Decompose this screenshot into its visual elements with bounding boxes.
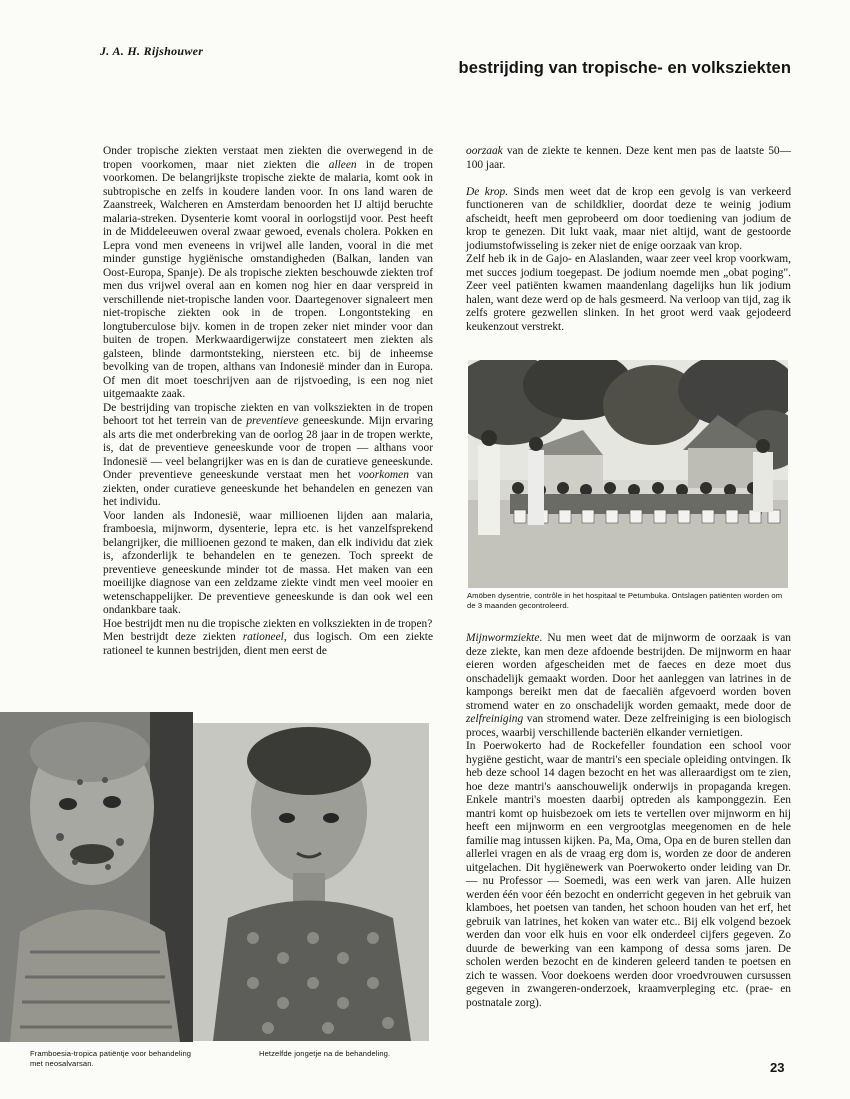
paragraph [103, 145, 433, 402]
italic-text: preventieve [246, 415, 299, 427]
italic-text: alleen [328, 158, 357, 171]
right-column-top [466, 145, 791, 334]
italic-text: oorzaak [466, 145, 503, 157]
child-after-caption: Hetzelfde jongetje na de behandeling. [259, 1049, 391, 1058]
paragraph [466, 186, 791, 254]
paragraph-text: van ziekten, onder curatieve geneeskunde het behandelen en genezen van het individu. [103, 469, 434, 508]
child-before-treatment-photo [0, 712, 193, 1042]
paragraph [103, 402, 433, 510]
paragraph-text: . Nu men weet dat de mijnworm de oorzaak is van deze ziekte, kan men deze afdoende bestrijden. De mijnworm en haar eieren worden afgescheiden met de faeces en deze moet dus onschadelijk gemaakt worden. Door het aanleggen van latrines in de kampongs bereikt men dat de faecaliën afgevoerd worden boven stromend water en zo onschadelijk worden gemaakt, mede door de [466, 632, 791, 712]
italic-text: zelfreiniging [466, 713, 524, 725]
paragraph-text: in de tropen voorkomen. De belangrijkste tropische ziekte de malaria, komt ook in subtropische en zelfs in koudere landen voor. In ons land waren de Zaanstreek, Walcheren en Amsterdam benoorden het IJ altijd beruchte malaria-streken. Dysenterie komt vooral in oorlogstijd voor. Pest heeft in de Middeleeuwen overal zwaar gewoed, evenals cholera. Pokken en Lepra vond men eveneens in vrijwel alle landen, vooral in die met minder gunstige hygiënische omstandigheden (Balkan, landen van Oost-Europa, Spanje). De als tropische ziekten beschouwde ziekten trof men dus vrijwel overal aan en komen nog hier en daar verspreid in verschillende niet-tropische landen voor. Daartegenover signaleert men niet-tropische ziekten ook in de tropen. Longontsteking en longtuberculose bijv. komen in de tropen zeker niet minder voor dan buiten de tropen. Merkwaardigerwijze constateert men ziekten als galsteen, blinde darmontsteking, niersteen etc. bij de inheemse bevolking van de tropen, althans van Indonesië minder dan in Europa. Of men dit moet toeschrijven aan de rijstvoeding, is een nog niet uitgemaakte zaak. [103, 158, 433, 400]
paragraph [103, 510, 433, 618]
article-title: bestrijding van tropische- en volksziekten [458, 59, 791, 77]
italic-text: voorkomen [358, 469, 409, 481]
paragraph [466, 632, 791, 740]
italic-text: rationeel [242, 631, 284, 643]
right-column-bottom [466, 632, 791, 1010]
paragraph-text: In Poerwokerto had de Rockefeller foundation een school voor hygiëne gesticht, waar de mantri's een speciale opleiding ontvingen. Ik heb deze school 14 dagen bezocht en het was alleraardigst om te zien, hoe deze mantri's aanschouwelijk onderwijs in propaganda kregen. Enkele mantri's moesten daarbij optreden als kamponggezin. Een mantri komt op huisbezoek om iets te vertellen over mijnworm en hij heeft een mijnworm en een vergrootglas meegenomen en de hele familie mag intussen kijken. Pa, Ma, Oma, Opa en de buren stellen dan allerlei vragen en als de vraag erg dom is, worden ze door de anderen uitgelachen. Dit hygiënewerk van Poerwokerto onder leiding van Dr. — nu Professor — Soemedi, was een werk van jaren. Alle huizen werden één voor één bezocht en onderricht gegeven in het gebruik van klamboes, het poetsen van tanden, het schoon houden van het erf, het gebruik van latrines, het koken van water etc.. Bij elk volgend bezoek werden dan voor elk huis en voor elk onderdeel cijfers gegeven. Zo duurde de bewerking van een kampong of dessa soms jaren. De scholen werden bezocht en de kinderen geleerd tanden te poetsen en zich te wassen. Voor doekoens werden door vroedvrouwen cursussen gegeven in zwangeren-onderzoek, kraamverpleging etc. (prae- en postnatale zorg). [466, 740, 791, 1009]
paragraph-text: Sinds men weet dat de krop een gevolg is van verkeerd functioneren van de schildklier, doordat deze te weinig jodium afscheidt, heeft men geprobeerd om door toediening van jodium de krop te genezen. Dit lukt vaak, maar niet altijd, want de gestoorde jodiumstofwisseling is zeker niet de enige oorzaak van krop. [466, 185, 792, 252]
paragraph-text: van de ziekte te kennen. Deze kent men pas de laatste 50—100 jaar. [466, 145, 791, 171]
paragraph [466, 253, 791, 334]
paragraph [466, 145, 791, 172]
author-name: J. A. H. Rijshouwer [100, 44, 204, 58]
paragraph-text: Zelf heb ik in de Gajo- en Alaslanden, waar zeer veel krop voorkwam, met succes jodium toegepast. De jodium noemde men „obat poging". Zeer veel patiënten kwamen maandenlang dagelijks hun lik jodium halen, want deze werd op de hals gesmeerd. Na verloop van tijd, zag ik zelfs grotere gezwellen slinken. In het groot werd vaak gejodeerd keukenzout verstrekt. [466, 253, 791, 333]
paragraph-text: Men bestrijdt deze ziekten [103, 631, 243, 643]
paragraph [103, 631, 433, 658]
page-number: 23 [770, 1060, 785, 1075]
paragraph [466, 740, 791, 1010]
paragraph-text: geneeskunde. Mijn ervaring als arts die met onderbreking van de oorlog 28 jaar in de tropen werkte, is, dat de preventieve geneeskunde voor de tropen — althans voor Indonesië — veel belangrijker was en is dan de curatieve geneeskunde. Onder preventieve geneeskunde verstaat men het [103, 415, 433, 481]
paragraph [103, 618, 433, 632]
child-before-caption: Framboesia-tropica patiëntje voor behandeling met neosalvarsan. [30, 1049, 192, 1068]
hospital-photo-caption: Amöben dysentrie, contrôle in het hospitaal te Petumbuka. Ontslagen patiënten worden om de 3 maanden gecontroleerd. [467, 591, 783, 610]
paragraph-text: van stromend water. Deze zelfreiniging is een biologisch proces, waarbij verschillende bacteriën elkander vernietigen. [466, 713, 791, 739]
paragraph-text: De bestrijding van tropische ziekten en van volksziekten in de tropen behoort tot het terrein van de [103, 401, 433, 427]
child-after-treatment-photo [193, 723, 429, 1041]
hospital-photo [468, 360, 788, 588]
paragraph-text: Voor landen als Indonesië, waar millioenen lijden aan malaria, framboesia, mijnworm, dysenterie, lepra etc. is het vanzelfsprekend belangrijker, die millioenen gezond te maken, dan elk individu dat ziek is, afzonderlijk te behandelen en te genezen. Toch spreekt de preventieve geneeskunde minder tot de massa. Het maken van een moeilijke diagnose van een zeldzame ziekte vindt men veel mooier en wetenschappelijker. De preventieve geneeskunde is dan ook wel een ondankbare taak. [103, 509, 433, 616]
paragraph-text: Hoe bestrijdt men nu die tropische ziekten en volksziekten in de tropen? [103, 617, 433, 630]
italic-text: Mijnwormziekte [466, 632, 540, 644]
italic-text: De krop. [466, 185, 509, 198]
paragraph-text: Onder tropische ziekten verstaat men ziekten die overwegend in de tropen voorkomen, maar niet ziekten die [103, 145, 433, 171]
paragraph-text: , dus logisch. Om een ziekte rationeel te kunnen bestrijden, dient men eerst de [103, 631, 433, 657]
left-column [103, 145, 433, 658]
